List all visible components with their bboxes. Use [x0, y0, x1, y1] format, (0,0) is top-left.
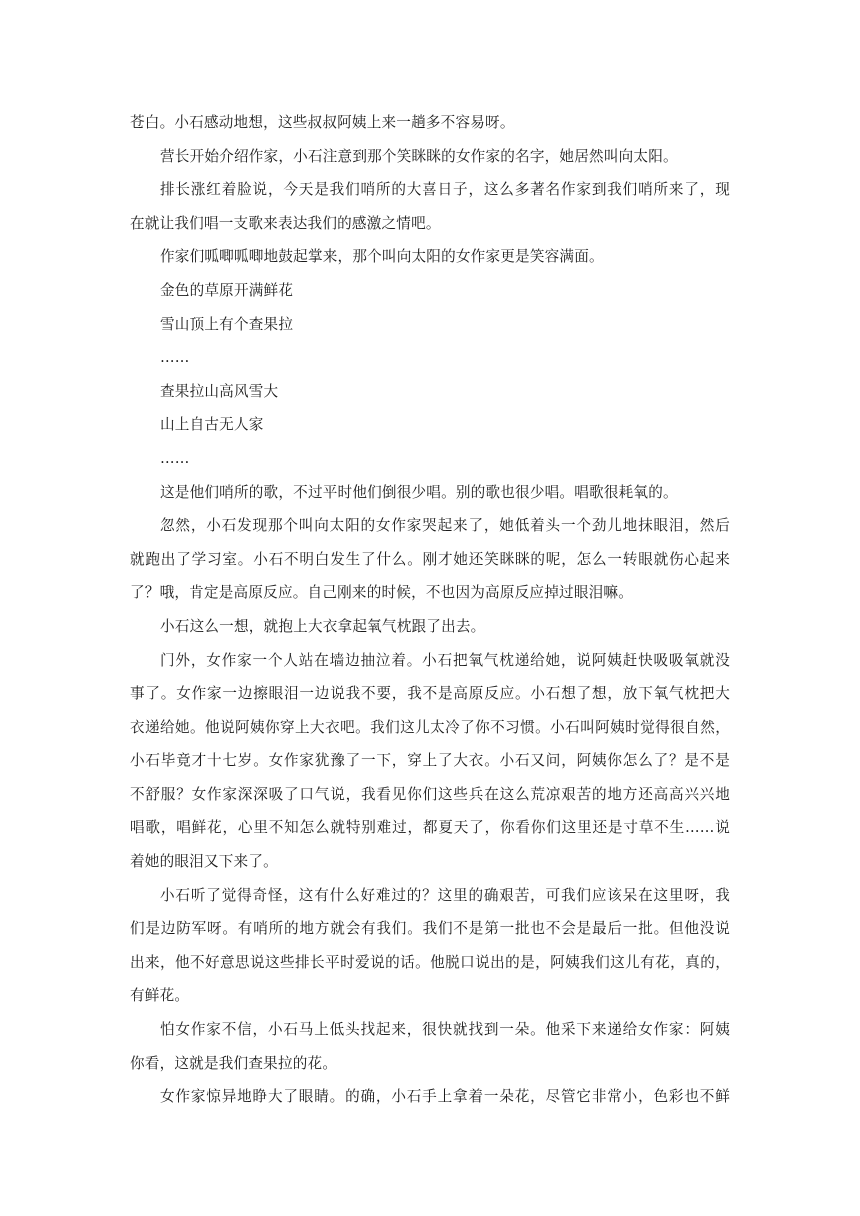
text-line: 门外，女作家一个人站在墙边抽泣着。小石把氧气枕递给她，说阿姨赶快吸吸氧就没 — [160, 651, 730, 669]
text-line: 苍白。小石感动地想，这些叔叔阿姨上来一趟多不容易呀。 — [130, 114, 515, 131]
text-line: 在就让我们唱一支歌来表达我们的感激之情吧。 — [130, 214, 441, 232]
text-line: 这是他们哨所的歌，不过平时他们倒很少唱。别的歌也很少唱。唱歌很耗氧的。 — [160, 483, 678, 501]
text-line: 忽然，小石发现那个叫向太阳的女作家哭起来了，她低着头一个劲儿地抹眼泪，然后 — [160, 517, 730, 535]
text-line: 就跑出了学习室。小石不明白发生了什么。刚才她还笑眯眯的呢，怎么一转眼就伤心起来 — [130, 550, 730, 568]
text-line: 唱歌，唱鲜花，心里不知怎么就特别难过，都夏天了，你看你们这里还是寸草不生……说 — [130, 819, 730, 837]
text-line: 金色的草原开满鲜花 — [160, 281, 294, 299]
text-line: 查果拉山高风雪大 — [160, 382, 279, 400]
text-line: 事了。女作家一边擦眼泪一边说我不要，我不是高原反应。小石想了想，放下氧气枕把大 — [130, 685, 730, 703]
text-line: 小石这么一想，就抱上大衣拿起氧气枕跟了出去。 — [160, 617, 486, 635]
text-line: 了？哦，肯定是高原反应。自己刚来的时候，不也因为高原反应掉过眼泪嘛。 — [130, 584, 633, 602]
text-line: 雪山顶上有个查果拉 — [160, 315, 294, 333]
text-line: 小石听了觉得奇怪，这有什么好难过的？这里的确艰苦，可我们应该呆在这里呀，我 — [160, 886, 730, 904]
text-line: 排长涨红着脸说，今天是我们哨所的大喜日子，这么多著名作家到我们哨所来了，现 — [160, 181, 730, 199]
text-line: 不舒服？女作家深深吸了口气说，我看见你们这些兵在这么荒凉艰苦的地方还高高兴兴地 — [130, 785, 730, 803]
text-line: 小石毕竟才十七岁。女作家犹豫了一下，穿上了大衣。小石又问，阿姨你怎么了？是不是 — [130, 752, 730, 770]
text-line: 们是边防军呀。有哨所的地方就会有我们。我们不是第一批也不会是最后一批。但他没说 — [130, 920, 730, 938]
text-line: 出来，他不好意思说这些排长平时爱说的话。他脱口说出的是，阿姨我们这儿有花，真的， — [130, 953, 730, 971]
text-line: 山上自古无人家 — [160, 416, 264, 434]
text-line: 有鲜花。 — [130, 987, 190, 1005]
text-line: 怕女作家不信，小石马上低头找起来，很快就找到一朵。他采下来递给女作家：阿姨 — [160, 1021, 730, 1039]
text-line: 衣递给她。他说阿姨你穿上大衣吧。我们这儿太冷了你不习惯。小石叫阿姨时觉得很自然， — [130, 718, 730, 736]
text-line: 营长开始介绍作家，小石注意到那个笑眯眯的女作家的名字，她居然叫向太阳。 — [160, 147, 678, 165]
text-line: …… — [160, 349, 190, 367]
document-page — [130, 106, 730, 1114]
text-line: 女作家惊异地睁大了眼睛。的确，小石手上拿着一朵花，尽管它非常小，色彩也不鲜 — [160, 1088, 730, 1106]
text-line: 着她的眼泪又下来了。 — [130, 853, 278, 871]
text-line: 你看，这就是我们查果拉的花。 — [130, 1054, 338, 1072]
text-line: …… — [160, 449, 190, 467]
text-line: 作家们呱唧呱唧地鼓起掌来，那个叫向太阳的女作家更是笑容满面。 — [160, 248, 604, 266]
